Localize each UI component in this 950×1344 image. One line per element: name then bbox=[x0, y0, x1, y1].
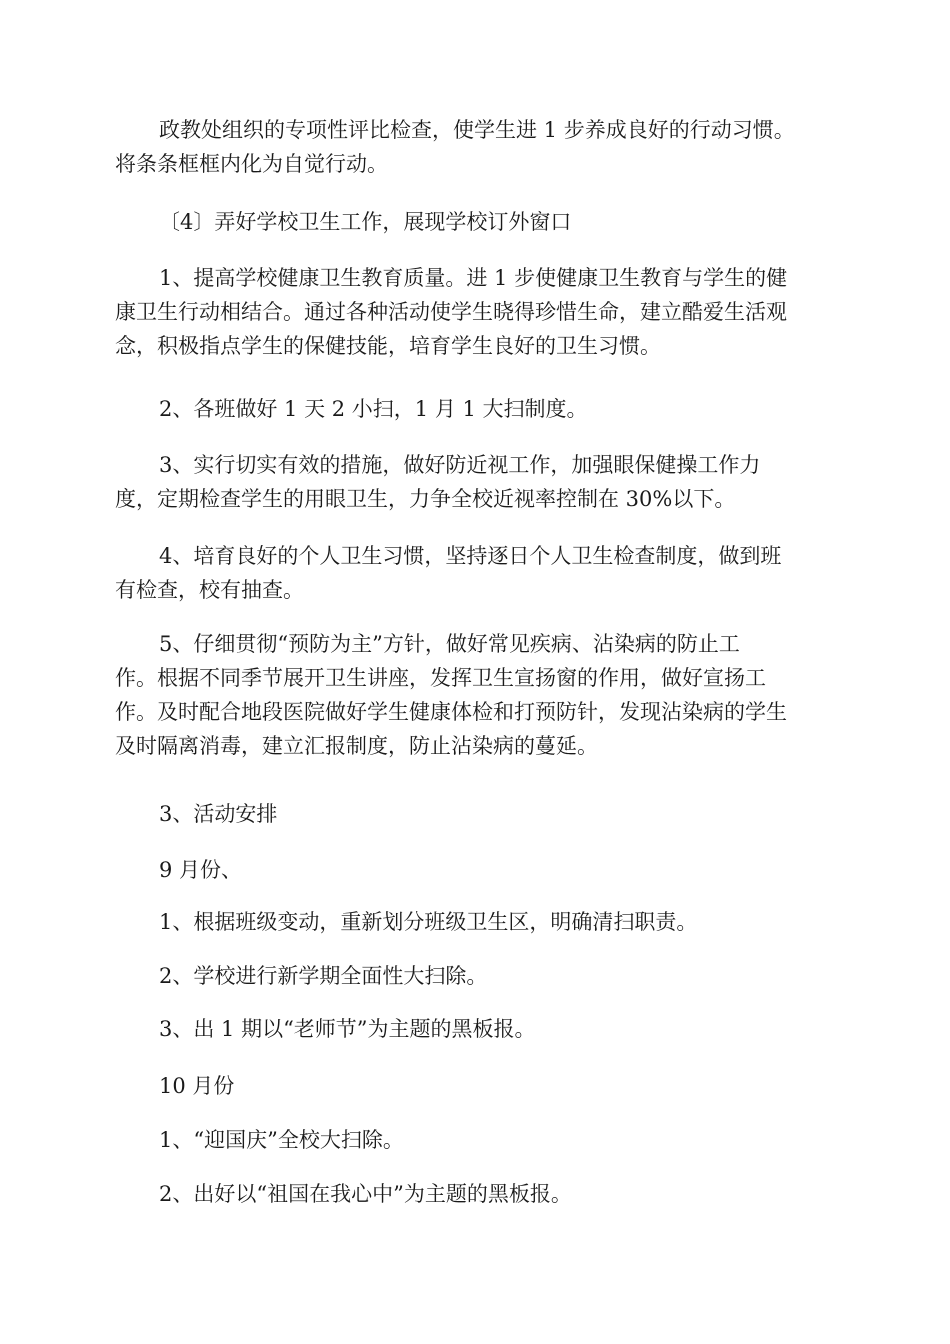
text-line: 有检查，校有抽查。 bbox=[115, 578, 304, 602]
text-line: 1、根据班级变动，重新划分班级卫生区，明确清扫职责。 bbox=[159, 910, 698, 934]
section-heading-hygiene-work bbox=[115, 205, 835, 239]
list-item-sept-2 bbox=[115, 959, 835, 993]
text-line: 政教处组织的专项性评比检查，使学生进 1 步养成良好的行动习惯。 bbox=[159, 118, 795, 142]
text-line: 2、学校进行新学期全面性大扫除。 bbox=[159, 964, 488, 988]
text-line: 1、提高学校健康卫生教育质量。进 1 步使健康卫生教育与学生的健 bbox=[159, 266, 788, 290]
text-line: 将条条框框内化为自觉行动。 bbox=[115, 152, 388, 176]
text-line: 3、实行切实有效的措施，做好防近视工作，加强眼保健操工作力 bbox=[159, 453, 761, 477]
paragraph-disease-prevention bbox=[115, 627, 835, 763]
paragraph-health-education bbox=[115, 261, 835, 363]
text-line: 3、活动安排 bbox=[159, 802, 278, 826]
text-line: 〔4〕弄好学校卫生工作，展现学校订外窗口 bbox=[159, 210, 572, 234]
text-line: 及时隔离消毒，建立汇报制度，防止沾染病的蔓延。 bbox=[115, 734, 598, 758]
paragraph-discipline-inspection bbox=[115, 113, 835, 181]
text-line: 康卫生行动相结合。通过各种活动使学生晓得珍惜生命，建立酷爱生活观 bbox=[115, 300, 787, 324]
paragraph-myopia-prevention bbox=[115, 448, 835, 516]
text-line: 度，定期检查学生的用眼卫生，力争全校近视率控制在 30%以下。 bbox=[115, 487, 736, 511]
month-heading-october bbox=[115, 1069, 835, 1103]
month-heading-september bbox=[115, 853, 835, 887]
text-line: 2、出好以“祖国在我心中”为主题的黑板报。 bbox=[159, 1182, 572, 1206]
text-line: 作。及时配合地段医院做好学生健康体检和打预防针，发现沾染病的学生 bbox=[115, 700, 787, 724]
text-line: 10 月份 bbox=[159, 1074, 235, 1098]
list-item-oct-2 bbox=[115, 1177, 835, 1211]
text-line: 1、“迎国庆”全校大扫除。 bbox=[159, 1128, 404, 1152]
text-line: 5、仔细贯彻“预防为主”方针，做好常见疾病、沾染病的防止工 bbox=[159, 632, 740, 656]
paragraph-personal-hygiene bbox=[115, 539, 835, 607]
list-item-sept-3 bbox=[115, 1012, 835, 1046]
text-line: 作。根据不同季节展开卫生讲座，发挥卫生宣扬窗的作用，做好宣扬工 bbox=[115, 666, 766, 690]
list-item-sept-1 bbox=[115, 905, 835, 939]
paragraph-class-cleaning bbox=[115, 392, 835, 426]
text-line: 念，积极指点学生的保健技能，培育学生良好的卫生习惯。 bbox=[115, 334, 661, 358]
list-item-oct-1 bbox=[115, 1123, 835, 1157]
text-line: 4、培育良好的个人卫生习惯，坚持逐日个人卫生检查制度，做到班 bbox=[159, 544, 782, 568]
text-line: 2、各班做好 1 天 2 小扫，1 月 1 大扫制度。 bbox=[159, 397, 588, 421]
section-heading-activities bbox=[115, 797, 835, 831]
text-line: 9 月份、 bbox=[159, 858, 243, 882]
text-line: 3、出 1 期以“老师节”为主题的黑板报。 bbox=[159, 1017, 536, 1041]
